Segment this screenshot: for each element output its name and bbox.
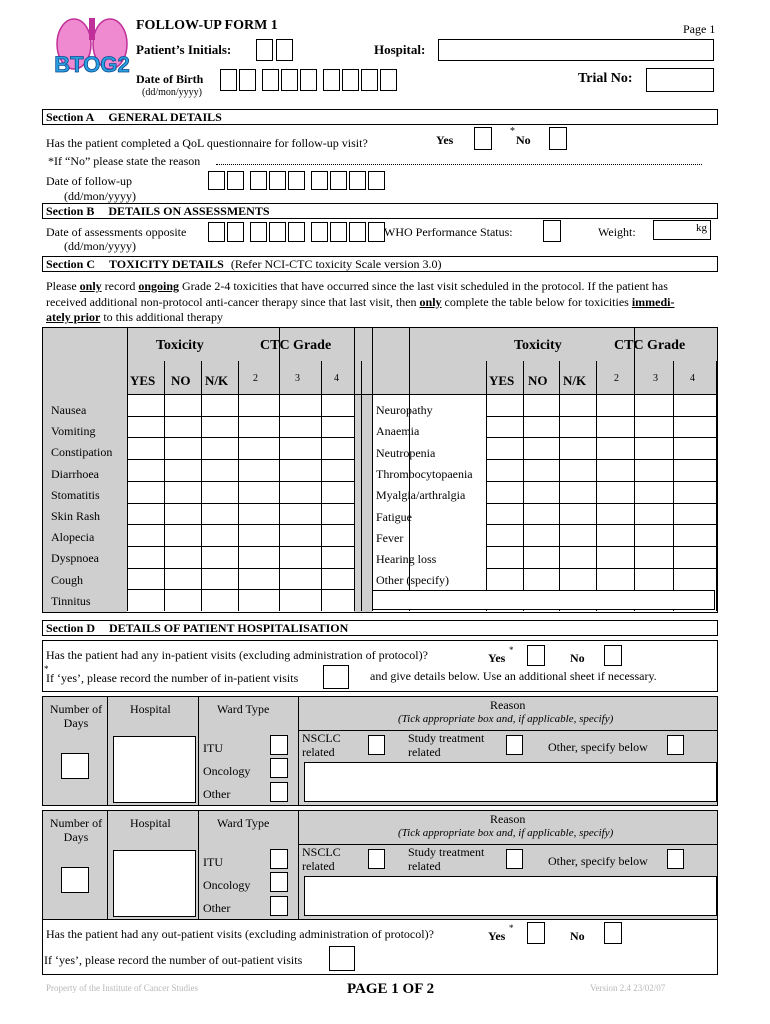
visit-2-ward-label: Ward Type — [217, 816, 270, 830]
right-grade-4: 4 — [690, 373, 695, 384]
visit-1-vline — [298, 696, 299, 806]
hospital-label: Hospital: — [374, 42, 426, 57]
visit-2-study-label: Study treatment related — [408, 845, 485, 873]
visit-1-hospital-field[interactable] — [113, 736, 196, 803]
right-toxicity-header: Toxicity — [514, 338, 562, 353]
dob-box-4[interactable] — [281, 69, 298, 91]
section-a-title: GENERAL DETAILS — [108, 110, 222, 124]
visit-2-vline — [298, 810, 299, 920]
right-grade-2: 2 — [614, 373, 619, 384]
assess-date-box-9[interactable] — [368, 222, 385, 242]
kg-unit: kg — [696, 222, 707, 234]
assess-date-box-5[interactable] — [288, 222, 305, 242]
qol-no-checkbox[interactable] — [549, 127, 567, 150]
visit-2-oncology-checkbox[interactable] — [270, 872, 288, 892]
visit-2-vline — [198, 810, 199, 920]
toxicity-label-left: Cough — [51, 572, 84, 587]
qol-yes-label: Yes — [436, 133, 454, 147]
visit-1-oncology-label: Oncology — [203, 764, 251, 778]
followup-date-box-2[interactable] — [227, 171, 244, 190]
outpatient-count-field[interactable] — [329, 946, 355, 971]
outpatient-question: Has the patient had any out-patient visits (excluding administration of protocol)? — [46, 927, 434, 941]
inpatient-yes-checkbox[interactable] — [527, 645, 545, 666]
grid-vline — [238, 361, 239, 611]
toxicity-label-left: Dyspnoea — [51, 551, 99, 566]
visit-1-ward-label: Ward Type — [217, 702, 270, 716]
toxicity-label-left: Skin Rash — [51, 509, 101, 523]
grid-vline — [321, 361, 322, 611]
dob-box-9[interactable] — [380, 69, 397, 91]
left-grade-3: 3 — [295, 373, 300, 384]
left-yes-header: YES — [130, 373, 156, 388]
outpatient-no-label: No — [570, 929, 585, 943]
left-toxicity-header: Toxicity — [156, 338, 204, 353]
visit-2-itu-checkbox[interactable] — [270, 849, 288, 869]
visit-1-hospital-label: Hospital — [130, 702, 171, 716]
grid-vline — [716, 361, 717, 611]
visit-1-itu-checkbox[interactable] — [270, 735, 288, 755]
grid-hline — [486, 481, 717, 482]
visit-1-vline — [198, 696, 199, 806]
grid-hline-header — [127, 394, 717, 395]
visit-2-hospital-label: Hospital — [130, 816, 171, 830]
visit-2-reason-note: (Tick appropriate box and, if applicable, specify) — [398, 827, 614, 839]
grid-hline — [127, 546, 354, 547]
no-reason-field[interactable] — [216, 164, 702, 165]
assess-date-box-2[interactable] — [227, 222, 244, 242]
section-a-header — [42, 109, 718, 125]
grid-hline — [127, 416, 354, 417]
qol-no-label: No — [516, 133, 531, 147]
toxicity-label-right: Anaemia — [376, 424, 420, 439]
inpatient-no-label: No — [570, 651, 585, 665]
left-grade-2: 2 — [253, 373, 258, 384]
dob-box-6[interactable] — [323, 69, 340, 91]
page-label: Page 1 — [683, 22, 716, 36]
visit-2-specify-field[interactable] — [304, 876, 717, 916]
section-b-title: DETAILS ON ASSESSMENTS — [108, 204, 270, 218]
toxicity-label-right: Other (specify) — [376, 573, 449, 588]
assess-date-box-3[interactable] — [250, 222, 267, 242]
date-followup-label: Date of follow-up — [46, 174, 132, 188]
toxicity-label-right: Neutropenia — [376, 445, 436, 460]
dob-box-7[interactable] — [342, 69, 359, 91]
visit-2-other-label: Other — [203, 901, 231, 915]
grid-hline — [486, 568, 717, 569]
grid-hline — [486, 416, 717, 417]
grid-vline — [486, 361, 487, 611]
visit-1-oncology-checkbox[interactable] — [270, 758, 288, 778]
visit-1-reason-label: Reason — [490, 698, 526, 712]
visit-1-study-checkbox[interactable] — [506, 735, 523, 755]
give-details-note: and give details below. Use an additional sheet if necessary. — [370, 669, 657, 683]
visit-2-itu-label: ITU — [203, 855, 223, 869]
dob-box-8[interactable] — [361, 69, 378, 91]
section-c-instructions: Please only record ongoing Grade 2-4 toxicities that have occurred since the last visit scheduled in the protocol. If the patient has received additional non-protocol anti-cancer therapy since that last visit, then only complete the table below for toxicities immedi- ately prior to this additional therapy — [46, 279, 675, 324]
who-status-label: WHO Performance Status: — [384, 225, 513, 239]
section-d-title: DETAILS OF PATIENT HOSPITALISATION — [109, 621, 349, 635]
visit-1-other-label: Other — [203, 787, 231, 801]
section-c-label: Section C — [46, 257, 95, 271]
grid-hline — [486, 503, 717, 504]
form-title: FOLLOW-UP FORM 1 — [136, 18, 278, 33]
visit-1-itu-label: ITU — [203, 741, 223, 755]
dob-box-1[interactable] — [220, 69, 237, 91]
outpatient-if-yes: If ‘yes’, please record the number of out-patient visits — [44, 953, 303, 967]
visit-1-other-specify-label: Other, specify below — [548, 740, 648, 754]
initials-box-1[interactable] — [256, 39, 273, 61]
grid-hline — [127, 503, 354, 504]
outpatient-yes-checkbox[interactable] — [527, 922, 545, 944]
toxicity-label-right: Fatigue — [376, 509, 412, 524]
dob-box-5[interactable] — [300, 69, 317, 91]
visit-2-study-checkbox[interactable] — [506, 849, 523, 869]
toxicity-label-left: Nausea — [51, 403, 87, 417]
toxicity-label-right: Myalgia/arthralgia — [376, 488, 466, 503]
grid-vline — [361, 361, 362, 611]
inpatient-if-star: * — [44, 664, 49, 674]
left-no-header: NO — [171, 373, 191, 388]
section-d-label: Section D — [46, 621, 95, 635]
date-assess-format: (dd/mon/yyyy) — [64, 239, 136, 253]
inpatient-question: Has the patient had any in-patient visits (excluding administration of protocol)? — [46, 648, 428, 662]
qol-yes-checkbox[interactable] — [474, 127, 492, 150]
footer-page-of: PAGE 1 OF 2 — [347, 981, 435, 997]
section-b-header — [42, 203, 718, 219]
visit-2-reason-label: Reason — [490, 812, 526, 826]
grid-hline — [127, 524, 354, 525]
date-followup-format: (dd/mon/yyyy) — [64, 189, 136, 203]
grid-hline — [486, 524, 717, 525]
visit-2-other-checkbox[interactable] — [270, 896, 288, 916]
toxicity-label-left: Stomatitis — [51, 487, 100, 502]
followup-date-box-6[interactable] — [311, 171, 328, 190]
toxicity-label-left: Tinnitus — [51, 593, 91, 608]
dob-format: (dd/mon/yyyy) — [142, 87, 202, 98]
inpatient-yes-label: Yes — [488, 651, 506, 665]
toxicity-label-left: Vomiting — [51, 424, 96, 439]
grid-hline — [127, 589, 354, 590]
weight-field[interactable] — [653, 220, 711, 240]
visit-1-reason-note: (Tick appropriate box and, if applicable, specify) — [398, 713, 614, 725]
visit-2-other-specify-checkbox[interactable] — [667, 849, 684, 869]
left-grade-4: 4 — [334, 373, 339, 384]
patient-initials-label: Patient’s Initials: — [136, 42, 232, 57]
date-assess-label: Date of assessments opposite — [46, 225, 187, 239]
assess-date-box-6[interactable] — [311, 222, 328, 242]
left-nk-header: N/K — [205, 373, 229, 388]
toxicity-label-right: Hearing loss — [376, 552, 437, 567]
grid-vline-divider — [372, 328, 373, 611]
hospital-field[interactable] — [438, 39, 714, 61]
grid-hline — [127, 568, 354, 569]
grid-vline — [559, 361, 560, 611]
visit-2-vline — [107, 810, 108, 920]
grid-hline — [486, 546, 717, 547]
toxicity-label-right: Fever — [376, 530, 404, 545]
visit-1-vline — [107, 696, 108, 806]
qol-question: Has the patient completed a QoL questionnaire for follow-up visit? — [46, 136, 368, 150]
grid-vline — [164, 361, 165, 611]
left-ctc-header: CTC Grade — [260, 338, 332, 353]
grid-vline — [673, 361, 674, 611]
section-b-label: Section B — [46, 204, 95, 218]
footer-property: Property of the Institute of Cancer Studies — [46, 983, 198, 993]
right-grade-3: 3 — [653, 373, 658, 384]
assess-date-box-7[interactable] — [330, 222, 347, 242]
section-c-header — [42, 256, 718, 272]
inpatient-yes-star: * — [509, 645, 514, 655]
followup-date-box-9[interactable] — [368, 171, 385, 190]
visit-1-specify-field[interactable] — [304, 762, 717, 802]
right-nk-header: N/K — [563, 373, 587, 388]
trial-no-label: Trial No: — [578, 71, 633, 86]
grid-vline — [596, 361, 597, 611]
visit-1-num-days-label: Number of Days — [49, 702, 103, 730]
dob-label: Date of Birth — [136, 72, 204, 86]
outpatient-yes-label: Yes — [488, 929, 506, 943]
initials-box-2[interactable] — [276, 39, 293, 61]
grid-hline — [486, 459, 717, 460]
visit-1-hline — [298, 730, 718, 731]
visit-1-num-days-field[interactable] — [61, 753, 89, 779]
toxicity-label-right: Thrombocytopaenia — [376, 466, 473, 481]
section-d-header — [42, 620, 718, 636]
btog2-logo — [52, 14, 132, 94]
visit-2-num-days-label: Number of Days — [49, 816, 103, 844]
inpatient-no-checkbox[interactable] — [604, 645, 622, 666]
assess-date-box-1[interactable] — [208, 222, 225, 242]
toxicity-label-left: Diarrhoea — [51, 466, 99, 481]
qol-no-marker: * — [510, 126, 515, 137]
visit-2-nsclc-label: NSCLC related — [302, 845, 341, 873]
grid-hline — [127, 437, 354, 438]
grid-vline-divider — [354, 328, 355, 611]
toxicity-label-right: Neuropathy — [376, 403, 433, 417]
visit-1-other-specify-checkbox[interactable] — [667, 735, 684, 755]
no-reason-label: *If “No” please state the reason — [48, 154, 201, 168]
dob-box-2[interactable] — [239, 69, 256, 91]
followup-date-box-3[interactable] — [250, 171, 267, 190]
grid-hline — [127, 481, 354, 482]
followup-date-box-1[interactable] — [208, 171, 225, 190]
inpatient-if-yes: If ‘yes’, please record the number of in-patient visits — [46, 671, 299, 685]
right-yes-header: YES — [489, 373, 515, 388]
visit-1-nsclc-label: NSCLC related — [302, 731, 341, 759]
visit-2-nsclc-checkbox[interactable] — [368, 849, 385, 869]
followup-date-box-7[interactable] — [330, 171, 347, 190]
inpatient-count-field[interactable] — [323, 665, 349, 689]
visit-2-num-days-field[interactable] — [61, 867, 89, 893]
section-c-note: (Refer NCI-CTC toxicity Scale version 3.0) — [230, 257, 442, 271]
toxicity-label-left: Alopecia — [51, 530, 95, 545]
visit-2-oncology-label: Oncology — [203, 878, 251, 892]
right-ctc-header: CTC Grade — [614, 338, 686, 353]
right-no-header: NO — [528, 373, 548, 388]
section-a-label: Section A — [46, 110, 95, 124]
footer-version: Version 2.4 23/02/07 — [590, 983, 666, 993]
visit-1-other-checkbox[interactable] — [270, 782, 288, 802]
weight-label: Weight: — [598, 225, 636, 239]
trial-no-field[interactable] — [646, 68, 714, 92]
logo-text: BTOG2 — [54, 52, 130, 77]
toxicity-label-left: Constipation — [51, 445, 113, 460]
other-specify-field[interactable] — [372, 590, 715, 610]
who-status-field[interactable] — [543, 220, 561, 242]
followup-date-box-5[interactable] — [288, 171, 305, 190]
visit-2-hline — [298, 844, 718, 845]
grid-vline — [201, 361, 202, 611]
visit-1-study-label: Study treatment related — [408, 731, 485, 759]
dob-box-3[interactable] — [262, 69, 279, 91]
visit-1-nsclc-checkbox[interactable] — [368, 735, 385, 755]
followup-date-box-4[interactable] — [269, 171, 286, 190]
assess-date-box-4[interactable] — [269, 222, 286, 242]
outpatient-no-checkbox[interactable] — [604, 922, 622, 944]
section-c-title: TOXICITY DETAILS — [109, 257, 224, 271]
visit-2-other-specify-label: Other, specify below — [548, 854, 648, 868]
grid-vline — [523, 361, 524, 611]
assess-date-box-8[interactable] — [349, 222, 366, 242]
outpatient-yes-star: * — [509, 923, 514, 933]
visit-2-hospital-field[interactable] — [113, 850, 196, 917]
followup-date-box-8[interactable] — [349, 171, 366, 190]
grid-hline — [127, 459, 354, 460]
grid-hline — [486, 437, 717, 438]
